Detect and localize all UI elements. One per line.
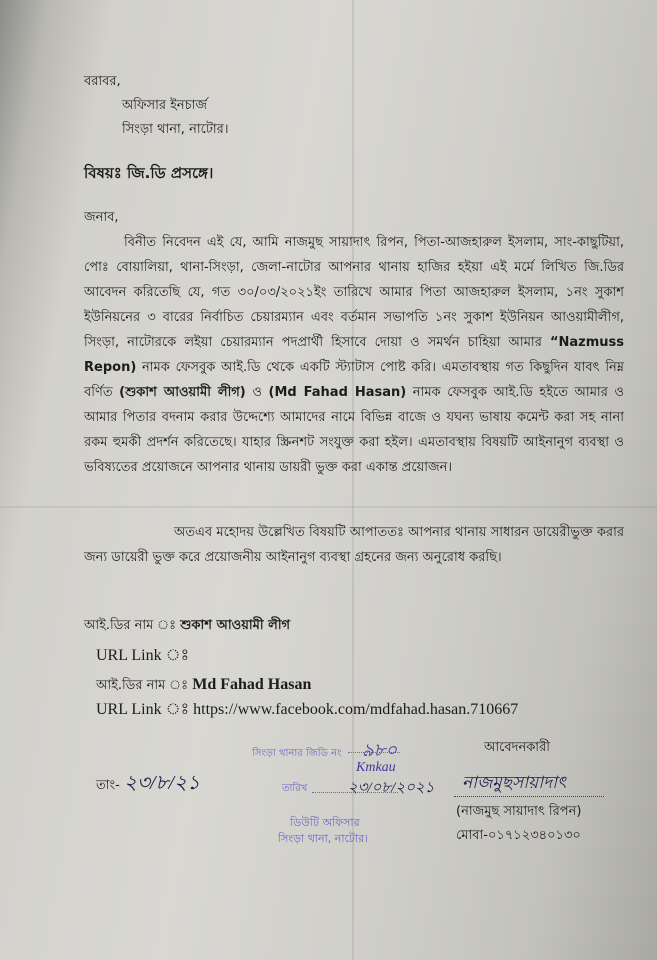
facebook-id-nazmuss: “Nazmuss Repon) [84,335,624,375]
id-entry-1 [84,616,290,637]
recipient-to: বরাবর, [84,74,121,89]
applicant-signature: নাজমুছসায়াদাৎ [462,773,567,792]
body-paragraph-2 [84,520,624,570]
gd-stamp-label: সিংড়া থানার জিডি নং [252,748,342,759]
id-2-url: https://www.facebook.com/mdfahad.hasan.710667 [193,701,519,718]
body-text-1d: নামক ফেসবুক আই.ডি হইতে আমার ও আমার পিতার বদনাম করার উদ্দেশ্যে আমাদের নামে বিভিন্ন বাজে ও যঘন্য ভাষায় কমেন্ট করা সহ নানা রকম হুমকী প্রদর্শন করিতেছে। যাহার স্ক্রিনশট সংযুক্ত করা হইল। এমতাবস্থায় বিষয়টি আইনানুগ ব্যবস্থা ও ভবিষ্যতের প্রয়োজনে আপনার থানায় ডায়রী ভুক্ত করা একান্ত প্রয়োজন। [84,385,625,475]
applicant-label: আবেদনকারী [484,740,550,755]
id-2-url-row [96,696,518,723]
id-1-name: শুকাশ আওয়ামী লীগ [180,618,291,633]
applicant-mobile: মোবা-০১৭১২৩৪০১৩০ [456,828,581,843]
subject-line: বিষয়ঃ জি.ডি প্রসঙ্গে। [84,164,214,182]
paper-fold-horizontal [0,506,657,508]
duty-officer-station: সিংড়া থানা, নাটোর। [278,832,369,845]
body-text-1c: ও [245,385,269,400]
gd-number: ৯৮০ [362,740,398,760]
salutation: জনাব, [84,210,119,225]
date-handwritten: ২৩/৮/২১ [123,772,201,794]
body-paragraph-1 [84,230,624,480]
id-2-url-label: URL Link ঃ [96,701,190,718]
officer-signature: Kmkau [356,760,396,775]
applicant-name: (নাজমুছ সায়াদাৎ রিপন) [456,804,582,819]
duty-officer-title: ডিউটি অফিসার [290,816,360,829]
date-label: তাং- [96,778,120,793]
date-row [96,768,200,801]
signature-line [454,796,604,797]
recipient-line2: সিংড়া থানা, নাটোর। [122,122,229,137]
recipient-line1: অফিসার ইনচার্জ [122,98,208,113]
body-text-1b: নামক ফেসবুক আই.ডি থেকে একটি স্ট্যাটাস পোষ্ট করি। এমতাবস্থায় গত কিছুদিন যাবৎ নিম্ন বর্ণিত [84,360,624,400]
id-1-url-label: URL Link ঃ [96,647,190,664]
stamp-date-label: তারিখ [282,783,308,794]
gd-number-line [348,752,400,753]
stamp-date-handwritten: ২৩/০৮/২০২১ [348,780,435,796]
body-text-1a: বিনীত নিবেদন এই যে, আমি নাজমুছ সায়াদাৎ রিপন, পিতা-আজহারুল ইসলাম, সাং-কাছুটিয়া, পোঃ বোয়ালিয়া, থানা-সিংড়া, জেলা-নাটোর আপনার থানায় হাজির হইয়া এই মর্মে লিখিত জি.ডির আবেদন করিতেছি যে, গত ৩০/০৩/২০২১ইং তারিখে আমার পিতা আজহারুল ইসলাম, ১নং সুকাশ ইউনিয়নের ৩ বারের নির্বাচিত চেয়ারম্যান এবং বর্তমান সভাপতি ১নং সুকাশ ইউনিয়ন আওয়ামীলীগ, সিংড়া, নাটোরকে লইয়া চেয়ারম্যান পদপ্রার্থী হিসাবে দোয়া ও সমর্থন চাহিয়া আমার [84,235,624,350]
id-2-name: Md Fahad Hasan [192,676,312,693]
body-text-2: অতএব মহোদয় উল্লেখিত বিষয়টি আপাততঃ আপনার থানায় সাধারন ডায়েরীভুক্ত করার জন্য ডায়েরী ভুক্ত করে প্রয়োজনীয় আইনানুগ ব্যবস্থা গ্রহনের জন্য অনুরোধ করছি। [84,525,624,565]
id-1-url-row [96,642,189,669]
facebook-id-shukash: (শুকাশ আওয়ামী লীগ) [119,385,246,400]
id-1-label: আই.ডির নাম ঃ [84,618,177,633]
id-entry-2 [96,676,311,697]
facebook-id-fahad: (Md Fahad Hasan) [268,385,407,400]
id-2-label: আই.ডির নাম ঃ [96,678,189,693]
